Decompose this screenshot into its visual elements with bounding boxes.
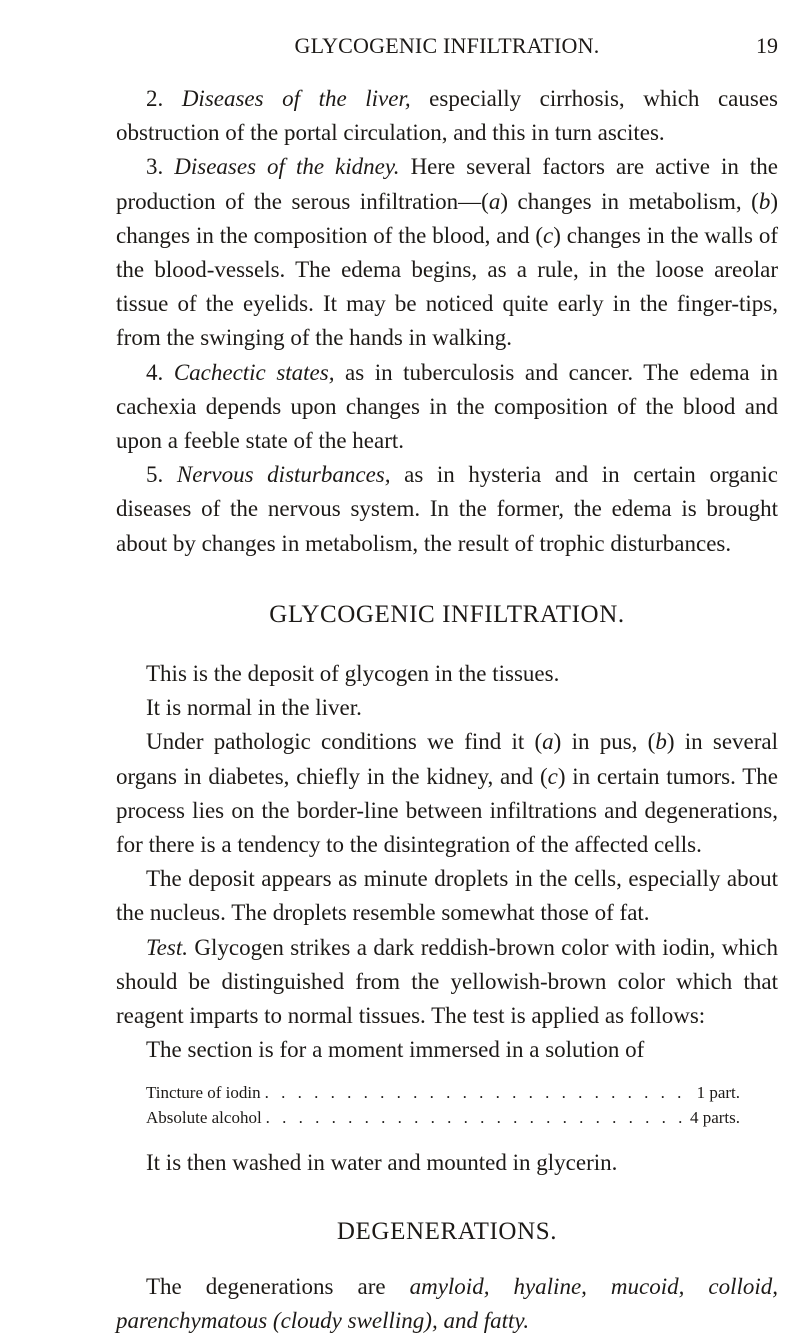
paragraph: The section is for a moment immersed in a solution of <box>146 1037 645 1063</box>
paragraph: It is then washed in water and mounted in glycerin. <box>146 1150 618 1176</box>
item-text: as in tuberculosis and cancer. The edema in cachexia depends upon changes in the composition of the blood and upon a feeble state of the heart. <box>116 359 778 454</box>
paragraph-text: Under pathologic conditions we find it ( <box>146 729 543 755</box>
list-item-kidney <box>116 150 778 355</box>
test-title: Test. <box>146 934 188 960</box>
enumeration-label: c <box>547 763 558 789</box>
paragraph <box>116 1270 778 1338</box>
running-title: GLYCOGENIC INFILTRATION. <box>294 33 600 58</box>
item-number: 4. <box>146 359 164 385</box>
list-item-nervous <box>116 458 778 561</box>
section-heading-glycogenic: GLYCOGENIC INFILTRATION. <box>269 600 625 628</box>
recipe-row <box>146 1105 778 1130</box>
paragraph-text: ) in pus, ( <box>553 729 656 755</box>
item-title: Diseases of the liver, <box>181 86 411 111</box>
section-heading-degenerations: DEGENERATIONS. <box>336 1217 558 1245</box>
item-number: 2. <box>146 86 164 111</box>
paragraph: It is normal in the liver. <box>146 695 362 721</box>
paragraph-text: ) in several organs in diabetes, chiefly in the kidney, and ( <box>116 729 778 789</box>
recipe-ingredient: Absolute alcohol <box>146 1108 262 1128</box>
paragraph <box>116 725 778 862</box>
running-head <box>116 33 778 63</box>
item-title: Nervous disturbances, <box>176 462 391 488</box>
paragraph-test <box>116 931 778 1034</box>
enumeration-label: c <box>543 222 554 248</box>
item-text: ) changes in the composition of the blood, and ( <box>116 188 779 248</box>
leader-dots <box>266 1105 686 1130</box>
paragraph-text: ) in certain tumors. The process lies on the border-line between infiltrations and degenerations, for there is a tendency to the disintegration of the affected cells. <box>116 763 778 858</box>
paragraph: This is the deposit of glycogen in the tissues. <box>146 661 560 687</box>
list-item-liver <box>116 82 778 150</box>
list-item-cachectic <box>116 356 778 459</box>
body-text <box>116 82 778 1338</box>
degeneration-list: amyloid, hyaline, mucoid, colloid, parenchymatous (cloudy swelling), and fatty. <box>116 1273 779 1334</box>
item-text: especially cirrhosis, which causes obstruction of the portal circulation, and this in turn ascites. <box>116 86 779 146</box>
item-number: 5. <box>146 462 164 488</box>
page-number: 19 <box>756 33 778 58</box>
recipe-amount: 1 part. <box>696 1083 740 1103</box>
enumeration-label: a <box>542 729 554 755</box>
paragraph-text: Glycogen strikes a dark reddish-brown color with iodin, which should be distinguished from the yellowish-brown color which that reagent imparts to normal tissues. The test is applied as follows: <box>116 934 778 1029</box>
paragraph-text: The degenerations are <box>146 1273 410 1299</box>
item-text: ) changes in the walls of the blood-vessels. The edema begins, as a rule, in the loose areolar tissue of the eyelids. It may be noticed quite early in the finger-tips, from the swinging of the hands in walking. <box>116 222 778 351</box>
paragraph: The deposit appears as minute droplets in the cells, especially about the nucleus. The droplets resemble somewhat those of fat. <box>116 866 778 926</box>
item-text: Here several factors are active in the production of the serous infiltration—( <box>116 154 779 214</box>
leader-dots <box>265 1080 693 1105</box>
recipe-ingredient: Tincture of iodin <box>146 1083 261 1103</box>
enumeration-label: b <box>758 188 771 214</box>
enumeration-label: b <box>655 729 667 755</box>
item-title: Diseases of the kidney. <box>174 154 400 180</box>
item-number: 3. <box>146 154 164 180</box>
enumeration-label: a <box>488 188 501 214</box>
item-text: ) changes in metabolism, ( <box>500 188 759 214</box>
item-text: as in hysteria and in certain organic diseases of the nervous system. In the former, the edema is brought about by changes in metabolism, the result of trophic disturbances. <box>116 462 778 556</box>
reagent-recipe <box>116 1080 778 1130</box>
item-title: Cachectic states, <box>173 359 335 385</box>
recipe-row <box>146 1080 778 1105</box>
recipe-amount: 4 parts. <box>689 1108 740 1128</box>
